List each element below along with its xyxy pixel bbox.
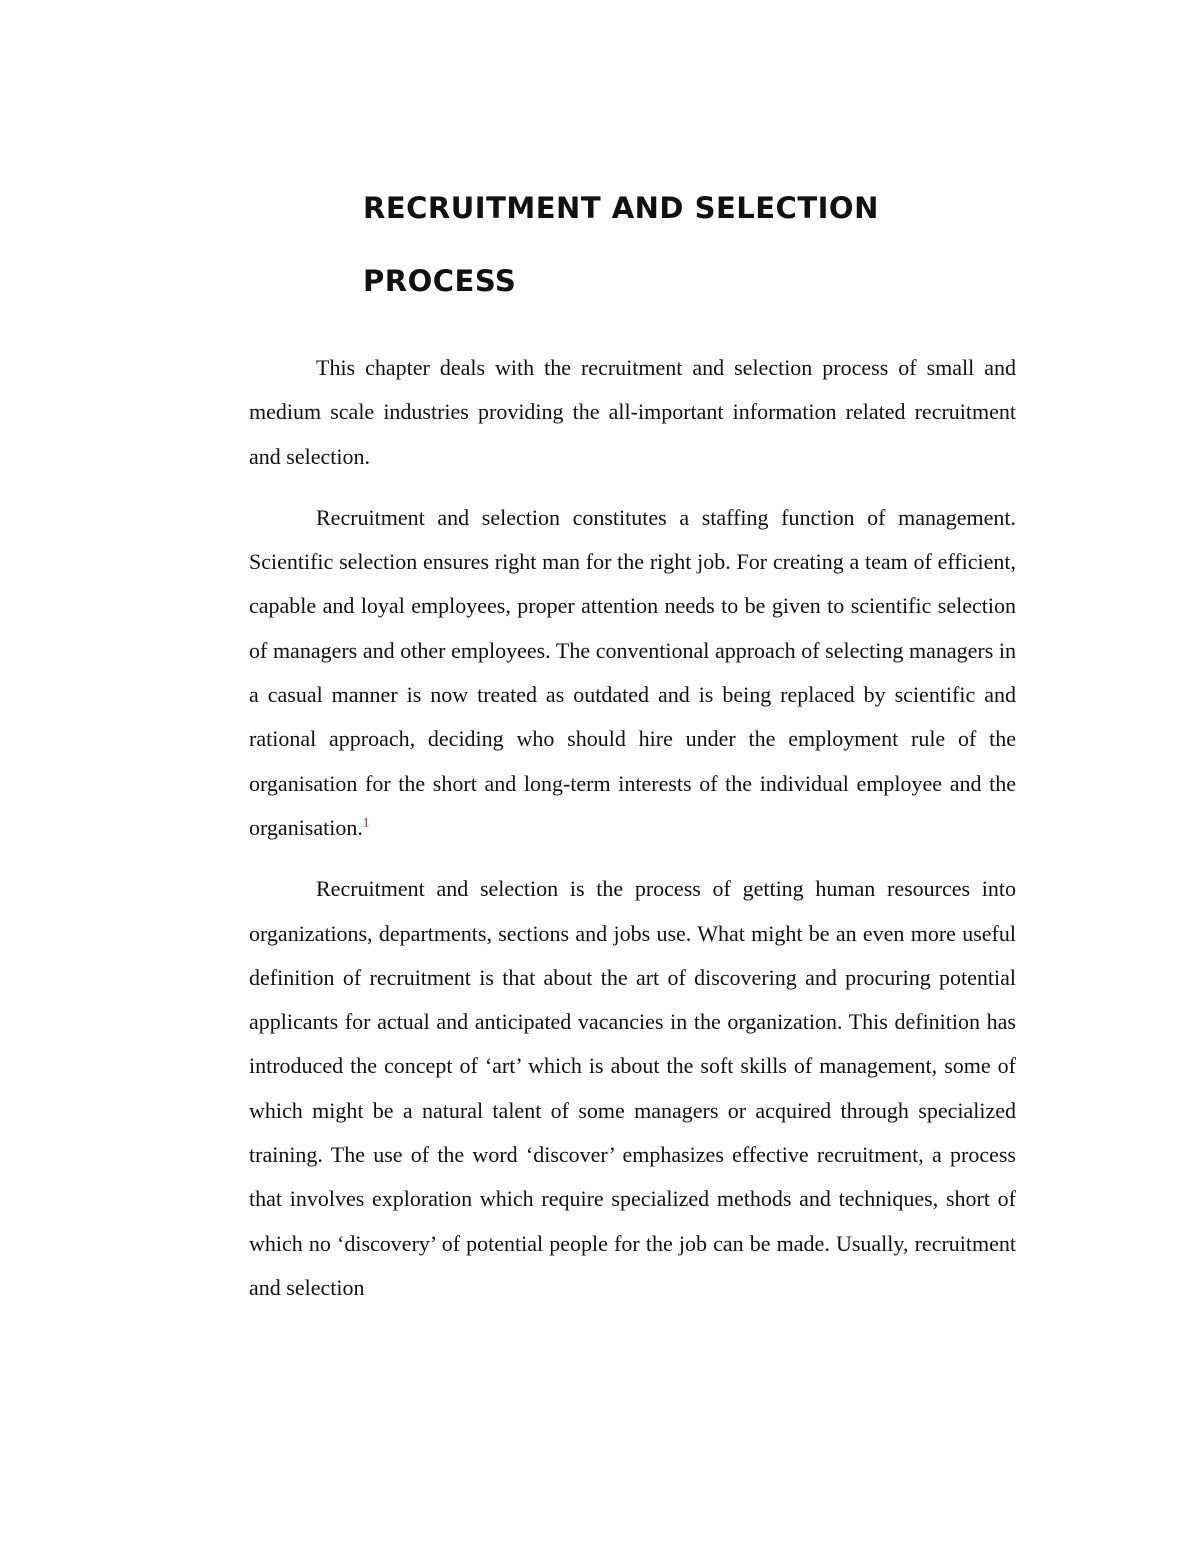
paragraph-recruitment-definition-text: Recruitment and selection is the process of getting human resources into organizations, departments, sections and jobs use. What might be an even more useful definition of recruitment is that about the art of discovering and procuring potential applicants for actual and anticipated vacancies in the organization. This definition has introduced the concept of ‘art’ which is about the soft skills of management, some of which might be a natural talent of some managers or acquired through specialized training. The use of the word ‘discover’ emphasizes effective recruitment, a process that involves exploration which require specialized methods and techniques, short of which no ‘discovery’ of potential people for the job can be made. Usually, recruitment and selection — [249, 876, 1016, 1300]
chapter-title-line-2: PROCESS — [363, 264, 517, 298]
paragraph-intro-text: This chapter deals with the recruitment and selection process of small and medium scale industries providing the all-important information related recruitment and selection. — [249, 355, 1016, 469]
paragraph-staffing-function — [249, 496, 1016, 850]
body-text — [249, 346, 1016, 1327]
paragraph-intro — [249, 346, 1016, 479]
paragraph-staffing-function-text: Recruitment and selection constitutes a staffing function of management. Scientific selection ensures right man for the right job. For creating a team of efficient, capable and loyal employees, proper attention needs to be given to scientific selection of managers and other employees. The conventional approach of selecting managers in a casual manner is now treated as outdated and is being replaced by scientific and rational approach, deciding who should hire under the employment rule of the organisation for the short and long-term interests of the individual employee and the organisation. — [249, 504, 1016, 840]
paragraph-recruitment-definition — [249, 867, 1016, 1310]
chapter-title — [363, 172, 1063, 318]
footnote-reference[interactable]: 1 — [362, 814, 370, 830]
chapter-title-line-1: RECRUITMENT AND SELECTION — [363, 191, 879, 225]
